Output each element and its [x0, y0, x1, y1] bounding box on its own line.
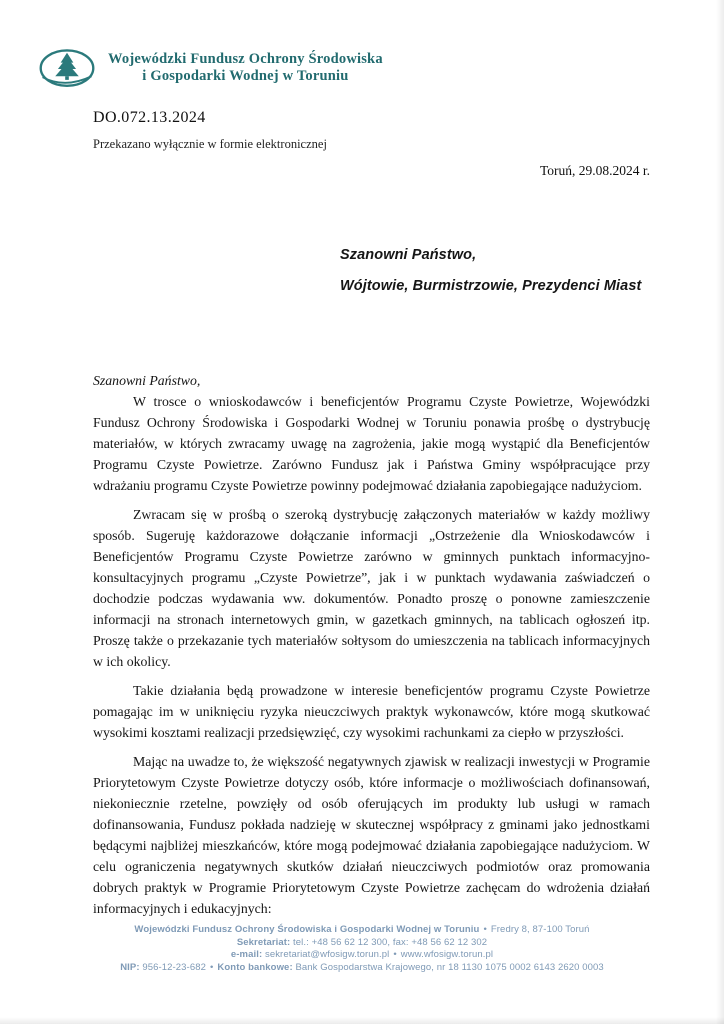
body-paragraph-2: Zwracam się w prośbą o szeroką dystrybucję załączonych materiałów w każdy możliwy sposób. Sugeruję każdorazowe dołączanie informacji „Ostrzeżenie dla Wnioskodawców i Beneficjentów Programu Czyste Powietrze zarówno w gminnych punktach informacyjno-konsultacyjnych programu „Czyste Powietrze”, jak i w punktach wydawania zaświadczeń o dochodzie podczas wydawania ww. dokumentów. Ponadto proszę o ponowne zamieszczenie informacji na stronach internetowych gmin, w gazetkach gminnych, na tablicach ogłoszeń itp. Proszę także o przekazanie tych materiałów sołtysom do umieszczenia na tablicach informacyjnych w ich okolicy. — [93, 507, 650, 669]
footer-bullet: • — [483, 924, 487, 935]
footer-website: www.wfosigw.torun.pl — [400, 949, 494, 960]
wfosigw-tree-logo-icon — [38, 47, 96, 96]
footer-line-secretariat — [0, 937, 724, 950]
footer-secretariat-value: tel.: +48 56 62 12 300, fax: +48 56 62 12 302 — [293, 936, 488, 948]
letter-footer — [0, 924, 724, 974]
org-name-line1: Wojewódzki Fundusz Ochrony Środowiska — [108, 51, 383, 67]
footer-email-value: sekretariat@wfosigw.torun.pl — [264, 949, 390, 960]
addressee-line2: Wójtowie, Burmistrzowie, Prezydenci Miast — [340, 278, 642, 294]
footer-bank-label: Konto bankowe: — [217, 961, 293, 973]
addressee-line1: Szanowni Państwo, — [340, 247, 477, 263]
addressee-block — [340, 247, 641, 294]
delivery-note: Przekazano wyłącznie w formie elektronicznej — [93, 137, 327, 151]
footer-bullet: • — [393, 949, 397, 960]
salutation: Szanowni Państwo, — [93, 373, 201, 388]
body-paragraph-1: W trosce o wnioskodawców i beneficjentów Programu Czyste Powietrze, Wojewódzki Fundusz Ochrony Środowiska i Gospodarki Wodnej w Toruniu ponawia prośbę o dystrybucję materiałów, w których zwracamy uwagę na zagrożenia, jakie mogą wystąpić dla Beneficjentów Programu Czyste Powietrze. Zarówno Fundusz jak i Państwa Gminy współpracujące przy wdrażaniu programu Czyste Powietrze powinny podejmować działania zapobiegające nadużyciom. — [93, 394, 650, 493]
footer-street-address: Fredry 8, 87-100 Toruń — [490, 924, 590, 935]
letterhead — [38, 46, 383, 96]
date-line: Toruń, 29.08.2024 r. — [539, 163, 650, 178]
body-paragraph-4: Mając na uwadze to, że większość negatywnych zjawisk w realizacji inwestycji w Programie Priorytetowym Czyste Powietrze dotyczy osób, które informacje o możliwościach dofinansowań, niekoniecznie rzetelne, powzięły od osób oferujących im produkty lub usługi w ramach dofinansowania, Fundusz pokłada nadzieję w skutecznej współpracy z gminami jako jednostkami będącymi najbliżej mieszkańców, które mogą podejmować działania zapobiegające nadużyciom. W celu ograniczenia negatywnych skutków działań nieuczciwych podmiotów oraz promowania dobrych praktyk w Programie Priorytetowym Czyste Powietrze zachęcam do wdrożenia działań informacyjnych i edukacyjnych: — [93, 754, 650, 916]
org-name — [108, 51, 383, 85]
footer-secretariat-label: Sekretariat: — [236, 936, 291, 948]
org-name-line2: i Gospodarki Wodnej w Toruniu — [142, 68, 349, 84]
letter-body — [93, 370, 650, 927]
body-paragraph-3: Takie działania będą prowadzone w interesie beneficjentów programu Czyste Powietrze pomagając im w uniknięciu ryzyka nieuczciwych praktyk wykonawców, które mogą skutkować wysokimi kosztami realizacji przedsięwzięć, czy wysokimi rachunkami za ciepło w przyszłości. — [93, 683, 650, 740]
footer-org: Wojewódzki Fundusz Ochrony Środowiska i Gospodarki Wodnej w Toruniu — [134, 924, 480, 935]
footer-email-label: e-mail: — [230, 949, 263, 960]
reference-number: DO.072.13.2024 — [93, 109, 206, 126]
footer-line-nip-bank — [0, 962, 724, 975]
footer-line-address — [0, 924, 724, 937]
footer-line-email — [0, 949, 724, 962]
footer-nip-value: 956-12-23-682 — [142, 961, 206, 973]
footer-bullet: • — [209, 961, 214, 973]
footer-nip-label: NIP: — [120, 961, 140, 973]
footer-bank-value: Bank Gospodarstwa Krajowego, nr 18 1130 1075 0002 6143 2620 0003 — [295, 961, 604, 973]
